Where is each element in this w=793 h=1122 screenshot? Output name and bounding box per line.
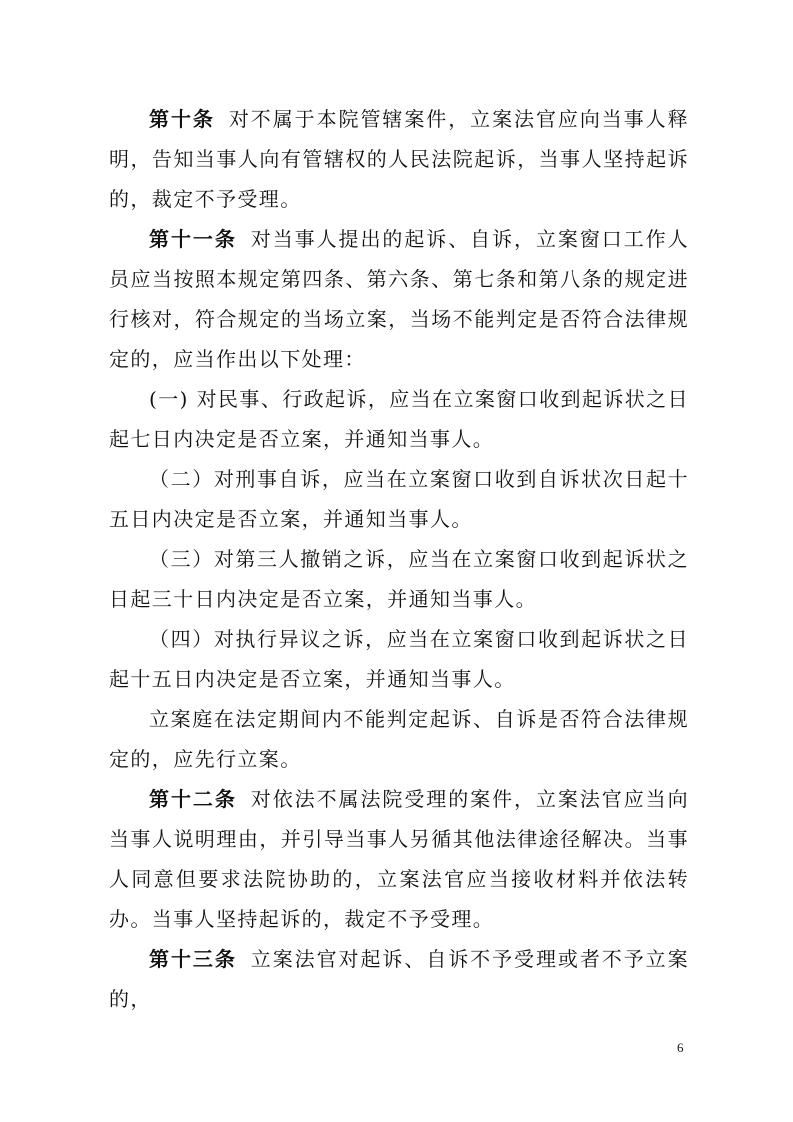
article-heading: 第十三条 xyxy=(149,947,237,971)
paragraph-text: 立案庭在法定期间内不能判定起诉、自诉是否符合法律规定的，应先行立案。 xyxy=(109,707,689,771)
paragraph-item-3 xyxy=(109,539,689,619)
paragraph-text: （三）对第三人撤销之诉，应当在立案窗口收到起诉状之日起三十日内决定是否立案，并通知当事人。 xyxy=(109,547,689,611)
paragraph-article-12 xyxy=(109,779,689,939)
paragraph-text: （二）对刑事自诉，应当在立案窗口收到自诉状次日起十五日内决定是否立案，并通知当事人。 xyxy=(109,467,689,531)
paragraph-article-11 xyxy=(109,219,689,379)
paragraph-item-4 xyxy=(109,619,689,699)
paragraph-item-1 xyxy=(109,379,689,459)
paragraph-filing-note xyxy=(109,699,689,779)
document-body xyxy=(109,99,689,1019)
page-number: 6 xyxy=(677,1040,684,1055)
paragraph-article-10 xyxy=(109,99,689,219)
paragraph-text: （四）对执行异议之诉，应当在立案窗口收到起诉状之日起十五日内决定是否立案，并通知当事人。 xyxy=(109,627,689,691)
paragraph-article-13 xyxy=(109,939,689,1019)
paragraph-text: 立案法官对起诉、自诉不予受理或者不予立案的， xyxy=(109,947,690,1011)
paragraph-text: (一) 对民事、行政起诉，应当在立案窗口收到起诉状之日起七日内决定是否立案，并通知当事人。 xyxy=(109,387,689,451)
article-heading: 第十条 xyxy=(149,107,215,131)
paragraph-text: 对不属于本院管辖案件，立案法官应向当事人释明，告知当事人向有管辖权的人民法院起诉，当事人坚持起诉的，裁定不予受理。 xyxy=(109,107,690,211)
paragraph-text: 对依法不属法院受理的案件，立案法官应当向当事人说明理由，并引导当事人另循其他法律途径解决。当事人同意但要求法院协助的，立案法官应当接收材料并依法转办。当事人坚持起诉的，裁定不予受理。 xyxy=(109,787,690,931)
article-heading: 第十二条 xyxy=(149,787,237,811)
article-heading: 第十一条 xyxy=(149,227,237,251)
paragraph-text: 对当事人提出的起诉、自诉，立案窗口工作人员应当按照本规定第四条、第六条、第七条和第八条的规定进行核对，符合规定的当场立案，当场不能判定是否符合法律规定的，应当作出以下处理： xyxy=(109,227,690,371)
paragraph-item-2 xyxy=(109,459,689,539)
